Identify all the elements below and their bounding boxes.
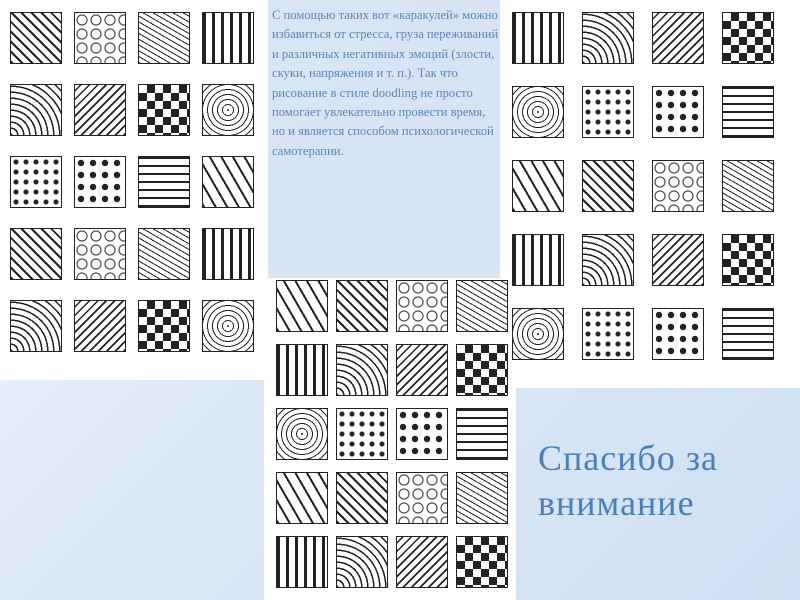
left-doodle-tile (10, 300, 62, 352)
right-doodle-tile (722, 160, 774, 212)
center-doodle-tile (396, 280, 448, 332)
center-doodle-tile (276, 344, 328, 396)
right-doodle-tile (652, 308, 704, 360)
left-doodle-tile (202, 84, 254, 136)
left-doodle-tile (138, 84, 190, 136)
right-doodle-tile (722, 12, 774, 64)
left-doodle-tile (202, 156, 254, 208)
center-doodle-tile (276, 408, 328, 460)
right-doodle-tile (582, 160, 634, 212)
right-doodle-tile (582, 234, 634, 286)
center-doodle-tile (396, 344, 448, 396)
right-doodle-tile (512, 160, 564, 212)
right-doodle-tile (582, 86, 634, 138)
right-doodle-tile (722, 86, 774, 138)
center-doodle-tile (396, 472, 448, 524)
right-doodle-tile (722, 308, 774, 360)
left-doodle-tile (138, 156, 190, 208)
right-doodle-tile (582, 308, 634, 360)
left-doodle-tile (202, 12, 254, 64)
left-doodle-tile (10, 156, 62, 208)
left-doodle-tile (202, 228, 254, 280)
right-doodle-tile (512, 12, 564, 64)
center-doodle-tile (336, 472, 388, 524)
closing-heading: Спасибо за внимание (538, 438, 719, 523)
left-doodle-tile (10, 84, 62, 136)
left-doodle-tile (74, 12, 126, 64)
body-text: С помощью таких вот «каракулей» можно избавиться от стресса, груза переживаний и различных негативных эмоций (злости, скуки, напряжения и т. п.). Так что рисование в стиле doodling не просто помогает увлекательно провести время, но и является способом психологической самотерапии. (272, 8, 499, 158)
right-doodle-tile (512, 234, 564, 286)
left-doodle-tile (138, 12, 190, 64)
center-doodle-tile (456, 408, 508, 460)
center-doodle-tile (456, 536, 508, 588)
center-doodle-tile (336, 408, 388, 460)
right-doodle-tile (582, 12, 634, 64)
left-doodle-tile (10, 228, 62, 280)
left-doodle-tile (202, 300, 254, 352)
center-doodle-tile (276, 280, 328, 332)
right-doodle-tile (512, 86, 564, 138)
right-doodle-tile (652, 234, 704, 286)
left-doodle-tile (74, 300, 126, 352)
center-doodle-tile (396, 536, 448, 588)
left-doodle-tile (10, 12, 62, 64)
center-doodle-tile (396, 408, 448, 460)
center-doodle-tile (456, 344, 508, 396)
center-doodle-tile (336, 280, 388, 332)
center-doodle-tile (276, 472, 328, 524)
center-doodle-tile (276, 536, 328, 588)
right-doodle-tile (512, 308, 564, 360)
right-doodle-tile (652, 12, 704, 64)
left-doodle-tile (138, 300, 190, 352)
center-doodle-tile (456, 472, 508, 524)
left-doodle-tile (74, 228, 126, 280)
right-doodle-tile (652, 86, 704, 138)
right-doodle-tile (652, 160, 704, 212)
right-doodle-tile (722, 234, 774, 286)
center-doodle-tile (456, 280, 508, 332)
center-doodle-tile (336, 536, 388, 588)
left-doodle-tile (74, 156, 126, 208)
left-doodle-tile (74, 84, 126, 136)
left-doodle-tile (138, 228, 190, 280)
center-doodle-tile (336, 344, 388, 396)
